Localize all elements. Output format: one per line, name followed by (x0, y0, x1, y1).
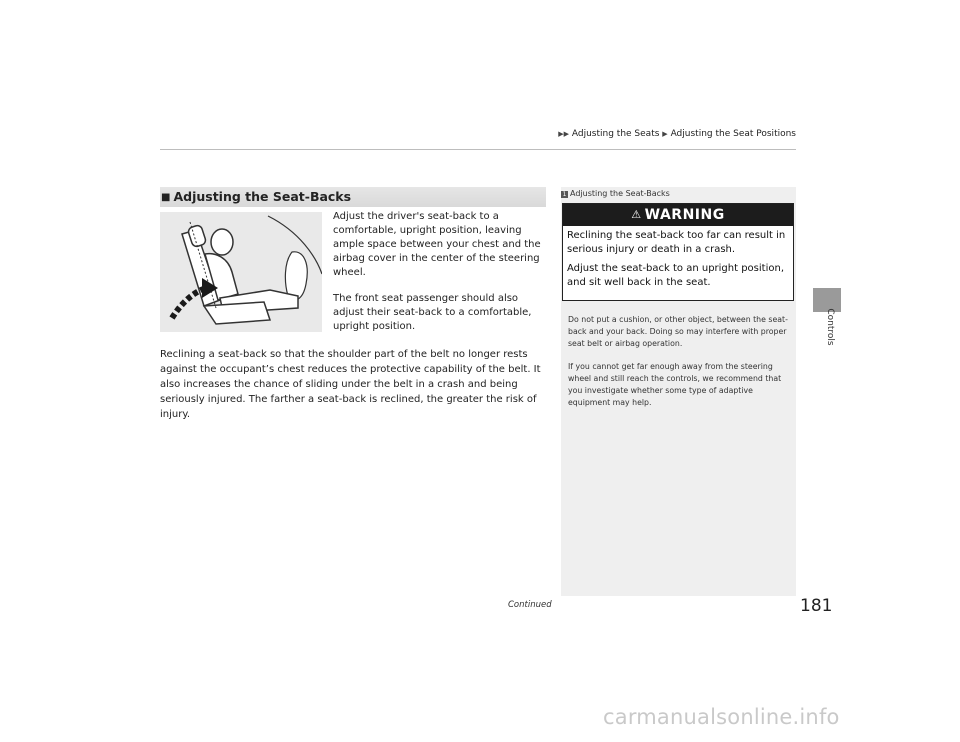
warning-paragraph: Reclining the seat-back too far can result in serious injury or death in a crash. (567, 230, 786, 255)
note-paragraph: Do not put a cushion, or other object, between the seat-back and your back. Doing so may interfere with proper seat belt or airbag operation. (568, 315, 788, 348)
section-heading (160, 187, 546, 207)
breadcrumb-arrow-icon: ▶ (662, 130, 668, 138)
warning-label: WARNING (644, 207, 725, 223)
reclined-seat-drawing (160, 212, 322, 332)
breadcrumb-item[interactable]: Adjusting the Seats (571, 129, 660, 139)
watermark: carmanualsonline.info (603, 705, 840, 729)
warning-triangle-icon: ⚠ (631, 208, 642, 221)
page-number: 181 (800, 596, 833, 616)
breadcrumb-arrow-icon: ▶▶ (558, 130, 570, 138)
continued-label: Continued (508, 600, 552, 610)
warning-header (563, 204, 793, 226)
note-marker-icon: 1 (562, 191, 567, 198)
header-divider (160, 149, 796, 150)
breadcrumb (540, 129, 796, 139)
intro-paragraph: Adjust the driver's seat-back to a comfortable, upright position, leaving ample space between your chest and the airbag cover in the center of the steering wheel. (333, 211, 541, 278)
note-paragraph: If you cannot get far enough away from the steering wheel and still reach the controls, we recommend that you investigate whether some type of adaptive equipment may help. (568, 362, 782, 407)
chapter-tab-text: Controls (825, 308, 835, 346)
intro-paragraph: The front seat passenger should also adjust their seat-back to a comfortable, upright position. (333, 293, 532, 332)
breadcrumb-item[interactable]: Adjusting the Seat Positions (670, 129, 796, 139)
intro-text (333, 210, 548, 346)
sidebar-title-text: Adjusting the Seat-Backs (570, 189, 670, 198)
section-heading-text: Adjusting the Seat-Backs (173, 189, 352, 204)
sidebar-title (561, 189, 670, 198)
warning-paragraph: Adjust the seat-back to an upright position, and sit well back in the seat. (567, 263, 785, 288)
body-paragraph: Reclining a seat-back so that the shoulder part of the belt no longer rests against the occupant’s chest reduces the protective capability of the belt. It also increases the chance of sliding under the belt in a crash and being seriously injured. The farther a seat-back is reclined, the greater the risk of injury. (160, 349, 541, 420)
seat-illustration (160, 212, 322, 332)
heading-square-icon: ■ (161, 192, 171, 203)
warning-text (567, 229, 791, 295)
sidebar-notes (568, 314, 792, 420)
chapter-tab-label (808, 307, 848, 346)
